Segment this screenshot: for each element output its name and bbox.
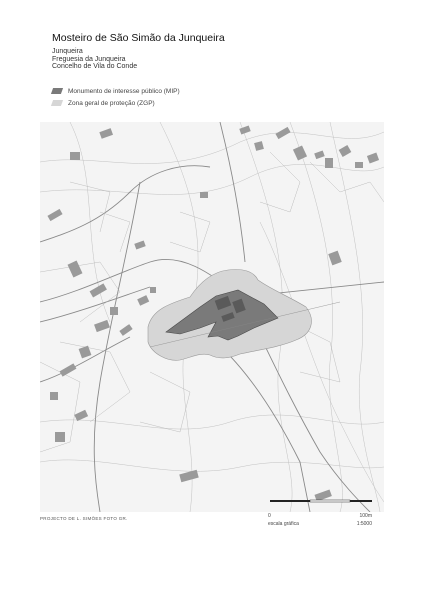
map-canvas[interactable] — [40, 122, 384, 512]
subtitle-concelho: Concelho de Vila do Conde — [52, 63, 138, 70]
map-credit: PROJECTO DE L. SIMÕES FOTO GR. — [40, 516, 128, 521]
legend-label-zgp: Zona geral de proteção (ZGP) — [68, 99, 155, 107]
scale-caption: escala gráfica — [268, 521, 299, 527]
scale-bar — [268, 492, 376, 527]
zgp-swatch-icon — [51, 100, 63, 106]
cadastral-map — [40, 122, 384, 512]
scale-end: 100m — [359, 513, 372, 519]
scale-ratio: 1:5000 — [356, 521, 372, 527]
legend — [52, 86, 180, 110]
scale-graphic — [268, 492, 376, 510]
map-title: Mosteiro de São Simão da Junqueira — [52, 32, 225, 44]
mip-swatch-icon — [51, 88, 63, 94]
scale-start: 0 — [268, 513, 271, 519]
legend-item-zgp — [52, 98, 180, 108]
map-header — [52, 32, 225, 71]
subtitle-freguesia: Freguesia da Junqueira — [52, 55, 126, 63]
legend-item-mip — [52, 86, 180, 96]
legend-label-mip: Monumento de interesse público (MIP) — [68, 87, 180, 95]
subtitle-parish: Junqueira — [52, 48, 83, 55]
